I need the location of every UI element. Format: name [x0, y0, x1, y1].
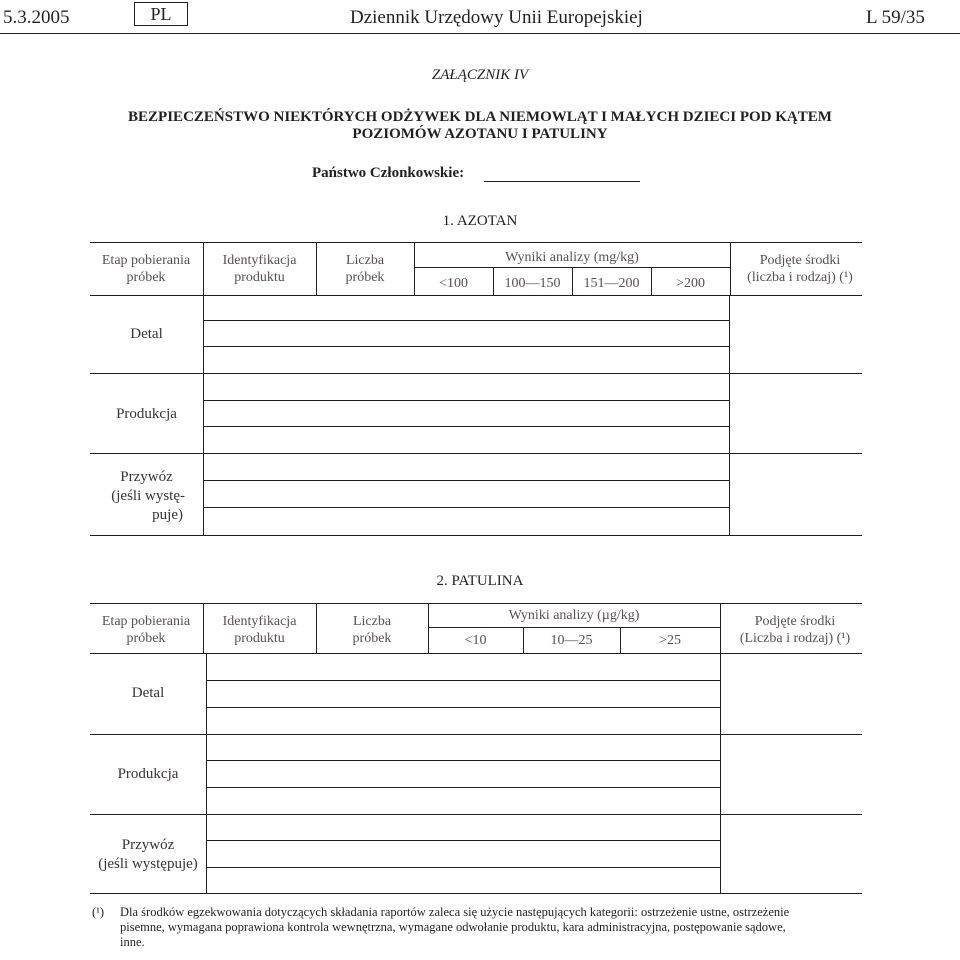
table1-header-vline	[316, 242, 317, 295]
range-cell: >25	[659, 633, 681, 648]
footnote-marker: (¹)	[92, 905, 105, 919]
col-sample-count-line2: próbek	[352, 631, 392, 646]
document-title-line2: POZIOMÓW AZOTANU I PATULINY	[352, 126, 608, 142]
table1-header-vline	[203, 242, 204, 295]
table1-row-divider	[90, 453, 862, 454]
section2-title: 2. PATULINA	[436, 573, 524, 589]
footnote-line1: Dla środków egzekwowania dotyczących składania raportów zaleca się użycie następujących kategorii: ostrzeżenie ustne, ostrzeżenie	[120, 905, 790, 919]
table1-row-divider	[90, 373, 862, 374]
table2-grid-line	[206, 680, 720, 681]
table2-header-vline	[523, 627, 524, 653]
table2-grid-line	[206, 760, 720, 761]
col-sample-count	[316, 252, 414, 286]
col-sample-count-line1: Liczba	[352, 614, 392, 629]
table1-header-vline	[493, 267, 494, 295]
row-label-import-line1: Przywóz	[120, 469, 173, 485]
table2-grid-line	[206, 840, 720, 841]
table2-header-vline	[428, 603, 429, 653]
member-state-label: Państwo Członkowskie:	[312, 165, 465, 181]
col-measures-line2: (liczba i rodzaj) (¹)	[747, 270, 853, 285]
col-sampling-stage	[90, 252, 202, 286]
page-number: L 59/35	[866, 7, 925, 28]
journal-name: Dziennik Urzędowy Unii Europejskiej	[350, 7, 643, 28]
table1-grid-line	[203, 480, 729, 481]
col-sampling-stage-line1: Etap pobierania	[101, 253, 191, 268]
member-state-fill-line	[484, 181, 640, 182]
row-label-import	[86, 836, 210, 874]
table2-results-divider	[428, 627, 720, 628]
row-label-import-line2: (jeśli wystę-	[111, 488, 185, 504]
row-label-retail: Detal	[130, 326, 163, 342]
row-label-import	[90, 468, 203, 525]
table2-row-divider	[90, 734, 862, 735]
table1-grid-line	[203, 400, 729, 401]
col-measures-taken	[720, 613, 870, 647]
row-label-production: Produkcja	[117, 766, 179, 782]
row-label-import-line2: (jeśli występuje)	[98, 856, 198, 872]
language-code: PL	[150, 4, 172, 24]
col-product-id-line1: Identyfikacja	[222, 614, 297, 629]
table1-header-vline	[730, 242, 731, 295]
table2-bottom-rule	[90, 893, 862, 894]
table1-grid-line	[203, 426, 729, 427]
range-cell: <100	[439, 276, 468, 291]
col-product-id-line2: produktu	[234, 631, 285, 646]
document-title-line1: BEZPIECZEŃSTWO NIEKTÓRYCH ODŻYWEK DLA NIEMOWLĄT I MAŁYCH DZIECI POD KĄTEM	[128, 109, 832, 125]
col-measures-line1: Podjęte środki	[759, 253, 841, 268]
table1-top-rule	[90, 242, 862, 243]
col-sampling-stage-line2: próbek	[126, 631, 166, 646]
col-sample-count-line2: próbek	[345, 270, 385, 285]
row-label-retail: Detal	[131, 685, 165, 701]
col-analysis-results: Wyniki analizy (mg/kg)	[505, 250, 639, 265]
table2-header-vline	[720, 603, 721, 653]
table2-body-vline	[720, 653, 721, 893]
table2-header-vline	[316, 603, 317, 653]
range-cell: 10—25	[550, 633, 593, 648]
table1-header-vline	[414, 242, 415, 295]
range-cell: <10	[464, 633, 487, 648]
header-rule	[0, 33, 960, 34]
col-product-id	[203, 613, 316, 647]
table2-header-vline	[203, 603, 204, 653]
table1-bottom-rule	[90, 535, 862, 536]
table1-header-vline	[572, 267, 573, 295]
table1-grid-line	[203, 320, 729, 321]
footnote-line2: pisemne, wymagana poprawiona kontrola wewnętrzna, wymagane odwołanie produktu, kara administracyjna, postępowanie sądowe,	[120, 920, 786, 934]
table2-row-divider	[90, 814, 862, 815]
table1-header-bottom-rule	[90, 295, 862, 296]
table2-grid-line	[206, 707, 720, 708]
table2-top-rule	[90, 603, 862, 604]
footnote-line3: inne.	[120, 935, 145, 949]
publication-date: 5.3.2005	[3, 7, 70, 28]
table1-header-vline	[651, 267, 652, 295]
col-sample-count-line1: Liczba	[345, 253, 385, 268]
col-sampling-stage-line1: Etap pobierania	[101, 614, 191, 629]
range-cell: 100—150	[504, 276, 561, 291]
range-cell: 151—200	[583, 276, 640, 291]
table2-grid-line	[206, 867, 720, 868]
table1-body-vline	[203, 295, 204, 535]
col-product-id-line2: produktu	[234, 270, 285, 285]
section1-title: 1. AZOTAN	[442, 213, 518, 229]
row-label-import-line1: Przywóz	[121, 837, 175, 853]
table1-body-vline	[729, 295, 730, 535]
table2-header-vline	[620, 627, 621, 653]
table1-grid-line	[203, 507, 729, 508]
table1-grid-line	[203, 346, 729, 347]
language-code-box	[134, 2, 188, 26]
row-label-import-line3: puje)	[152, 507, 183, 523]
col-sampling-stage-line2: próbek	[126, 270, 166, 285]
col-product-id-line1: Identyfikacja	[222, 253, 297, 268]
col-product-id	[203, 252, 316, 286]
col-analysis-results: Wyniki analizy (µg/kg)	[508, 608, 640, 623]
annex-label: ZAŁĄCZNIK IV	[431, 67, 529, 83]
col-sample-count	[316, 613, 428, 647]
col-measures-line2: (Liczba i rodzaj) (¹)	[739, 631, 851, 646]
table2-grid-line	[206, 787, 720, 788]
col-sampling-stage	[90, 613, 202, 647]
col-measures-taken	[730, 252, 870, 286]
range-cell: >200	[676, 276, 705, 291]
col-measures-line1: Podjęte środki	[754, 614, 836, 629]
row-label-production: Produkcja	[116, 406, 177, 422]
